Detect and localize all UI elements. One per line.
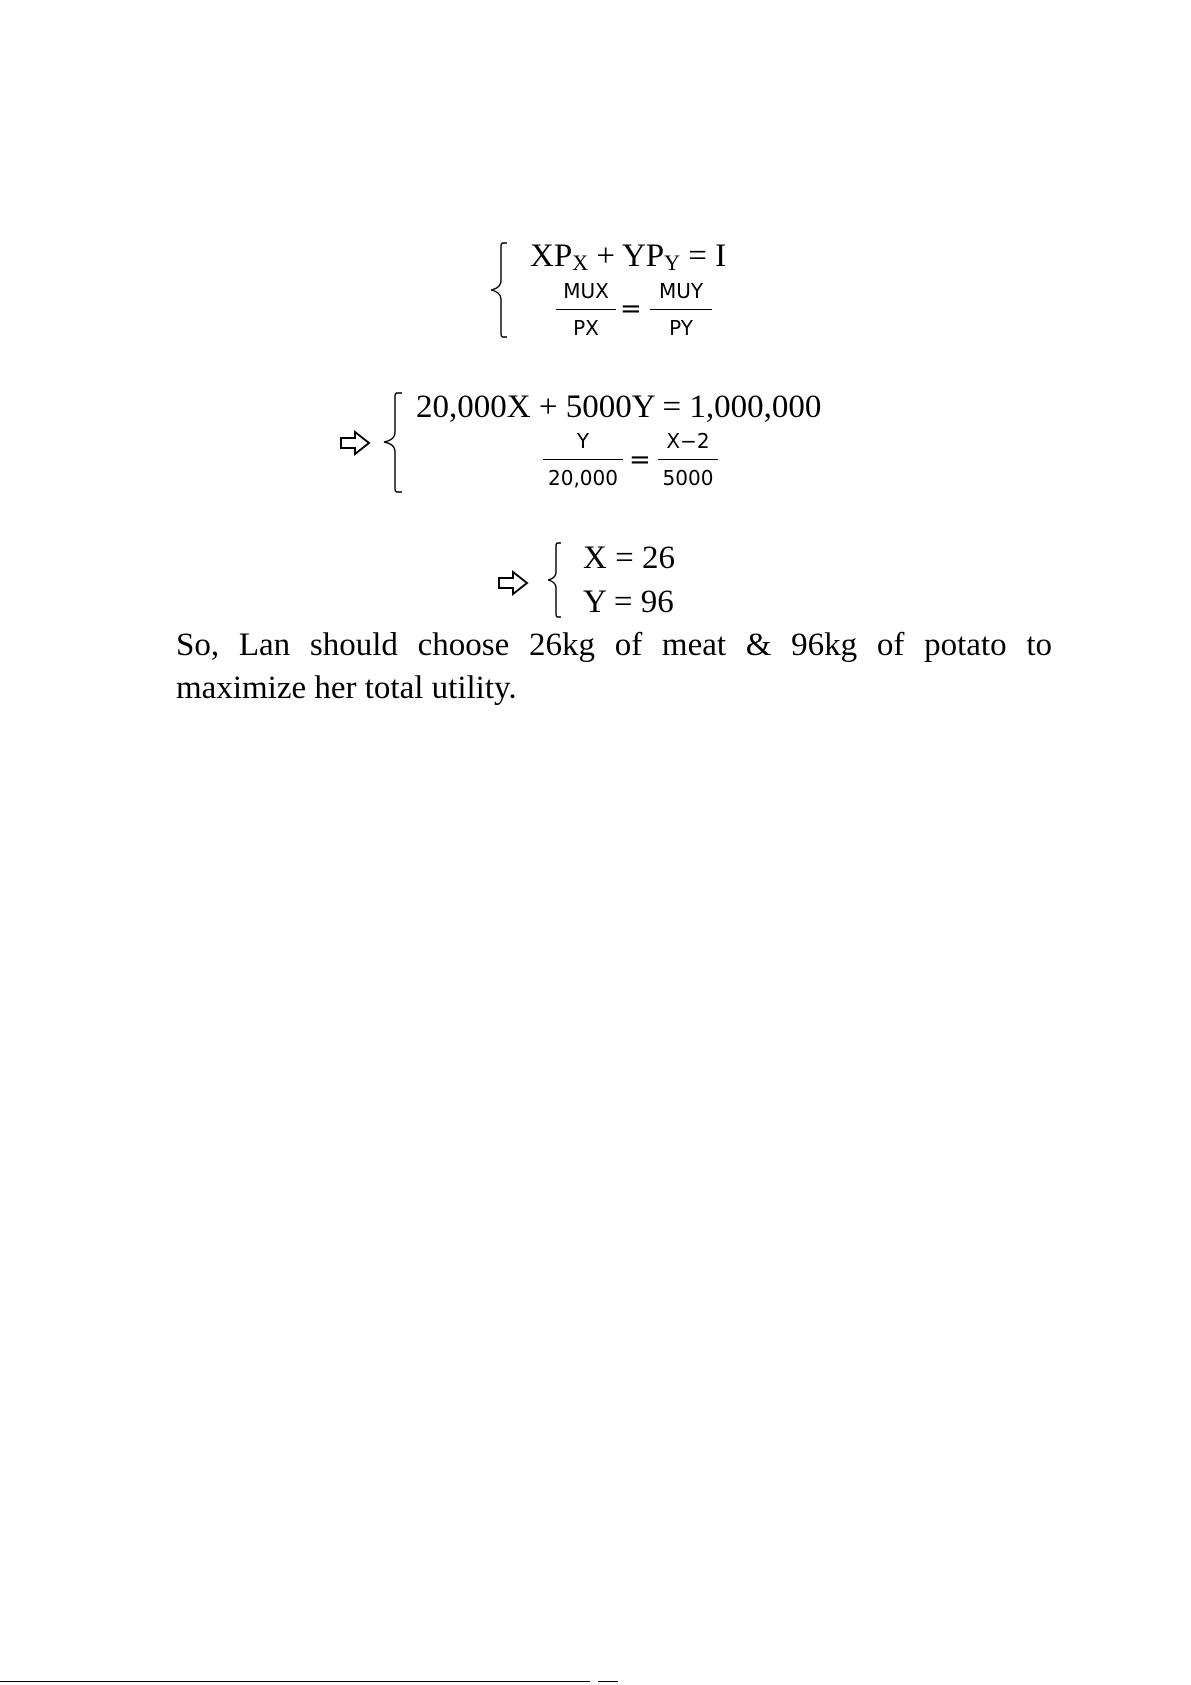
footer-rule-short — [598, 1681, 618, 1682]
conclusion-paragraph: So, Lan should choose 26kg of meat & 96kg of potato to maximize her total utility. — [176, 627, 1052, 706]
fraction-mux-px: MUX PX — [556, 281, 616, 338]
left-brace-2 — [380, 392, 410, 493]
equals-sign-2: = — [629, 445, 651, 475]
solution-x: X = 26 — [583, 540, 675, 576]
left-brace-3 — [545, 542, 567, 618]
budget-equation-values: 20,000X + 5000Y = 1,000,000 — [416, 389, 822, 425]
fraction-muy-py: MUY PY — [650, 281, 712, 338]
equals-sign: = — [620, 294, 642, 324]
right-arrow-outline-icon — [497, 570, 529, 596]
budget-constraint: XPX + YPY = I — [530, 238, 727, 275]
solution-y: Y = 96 — [583, 584, 674, 620]
right-arrow-outline-icon — [339, 430, 371, 456]
fraction-x-minus-2-5000: X−2 5000 — [658, 431, 718, 488]
fraction-y-20000: Y 20,000 — [543, 431, 623, 488]
left-brace-1 — [487, 242, 515, 338]
footer-rule — [0, 1681, 590, 1682]
